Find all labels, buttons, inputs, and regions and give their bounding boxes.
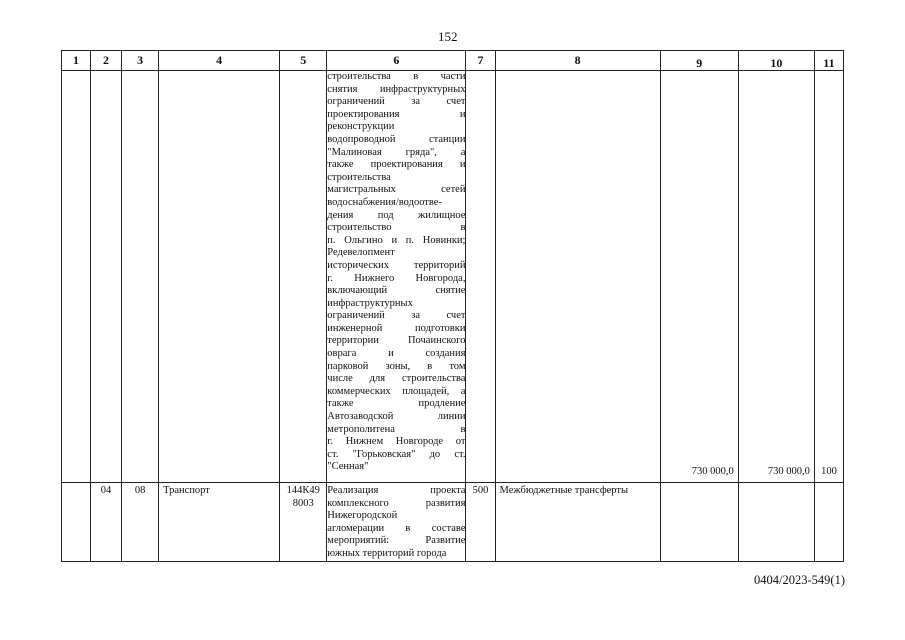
table-cell <box>122 71 159 483</box>
target-article-line: 8003 <box>292 497 314 509</box>
table-cell <box>660 483 738 562</box>
description-line: оврага и создания <box>327 348 466 360</box>
description-line: ограничений за счет <box>327 96 466 108</box>
description-line: инженерной подготовки <box>327 322 466 334</box>
description-line: южных территорий города <box>327 547 447 559</box>
description-line: включающий снятие <box>327 285 466 297</box>
description-line: г. Нижнем Новгороде от <box>327 436 466 448</box>
description-line: комплексного развития <box>327 497 466 509</box>
table-cell <box>62 483 91 562</box>
page-number: 152 <box>438 29 458 44</box>
section-name: Транспорт <box>159 483 280 562</box>
column-header: 11 <box>814 51 843 71</box>
description-line: строительство в <box>327 222 466 234</box>
description-line: метрополитена в <box>327 423 466 435</box>
description-line: строительства в части <box>327 71 466 82</box>
table-cell <box>814 483 843 562</box>
column-header: 8 <box>495 51 660 71</box>
target-article <box>280 483 327 562</box>
table-cell <box>91 71 122 483</box>
table-row <box>62 71 844 483</box>
table-cell <box>62 71 91 483</box>
description-line: Редевелопмент <box>327 247 395 259</box>
description-line: территории Почаинского <box>327 335 466 347</box>
description-line: строительства <box>327 171 391 183</box>
table-cell <box>159 71 280 483</box>
description-line: Реализация проекта <box>327 485 466 496</box>
description-line: ст. "Горьковская" до ст. <box>327 448 466 460</box>
table-row <box>62 483 844 562</box>
description-line: парковой зоны, в том <box>327 360 466 372</box>
description-line: п. Ольгино и п. Новинки; <box>327 234 466 246</box>
table-cell <box>495 71 660 483</box>
subsection-code: 08 <box>122 483 159 562</box>
table-cell <box>738 483 814 562</box>
table-cell <box>466 71 495 483</box>
description-cell <box>327 483 466 562</box>
expense-type-code: 500 <box>466 483 495 562</box>
description-line: реконструкции <box>327 121 395 133</box>
description-cell <box>327 71 466 483</box>
description-line: "Малиновая гряда", а <box>327 146 466 158</box>
column-header: 7 <box>466 51 495 71</box>
budget-table <box>61 50 844 562</box>
column-header: 1 <box>62 51 91 71</box>
description-line: также проектирования и <box>327 159 466 171</box>
section-code: 04 <box>91 483 122 562</box>
amount-col9: 730 000,0 <box>660 71 738 483</box>
description-line: проектирования и <box>327 108 466 120</box>
percent-col11: 100 <box>814 71 843 483</box>
description-line: Автозаводской линии <box>327 411 466 423</box>
description-line: исторических территорий <box>327 259 466 271</box>
description-line: "Сенная" <box>327 461 369 473</box>
column-header: 3 <box>122 51 159 71</box>
table-cell <box>280 71 327 483</box>
column-header: 10 <box>738 51 814 71</box>
description-line: снятия инфраструктурных <box>327 83 466 95</box>
description-line: Нижегородской <box>327 510 398 522</box>
description-line: коммерческих площадей, а <box>327 385 466 397</box>
amount-col10: 730 000,0 <box>738 71 814 483</box>
document-code: 0404/2023-549(1) <box>754 573 845 587</box>
column-header: 6 <box>327 51 466 71</box>
description-line: магистральных сетей <box>327 184 466 196</box>
expense-type-name: Межбюджетные трансферты <box>495 483 660 562</box>
target-article-line: 144К49 <box>286 485 320 496</box>
description-line: дения под жилищное <box>327 209 466 221</box>
description-line: мероприятий: Развитие <box>327 535 466 547</box>
description-line: г. Нижнего Новгорода, <box>327 272 466 284</box>
description-line: ограничений за счет <box>327 310 466 322</box>
description-line: агломерации в составе <box>327 522 466 534</box>
description-line: инфраструктурных <box>327 297 413 309</box>
column-header: 2 <box>91 51 122 71</box>
description-line: также продление <box>327 398 466 410</box>
column-header: 9 <box>660 51 738 71</box>
column-header: 4 <box>159 51 280 71</box>
column-header: 5 <box>280 51 327 71</box>
description-line: водопроводной станции <box>327 133 466 145</box>
description-line: числе для строительства <box>327 373 466 385</box>
description-line: водоснабжения/водоотве- <box>327 196 442 208</box>
header-row <box>62 51 844 71</box>
